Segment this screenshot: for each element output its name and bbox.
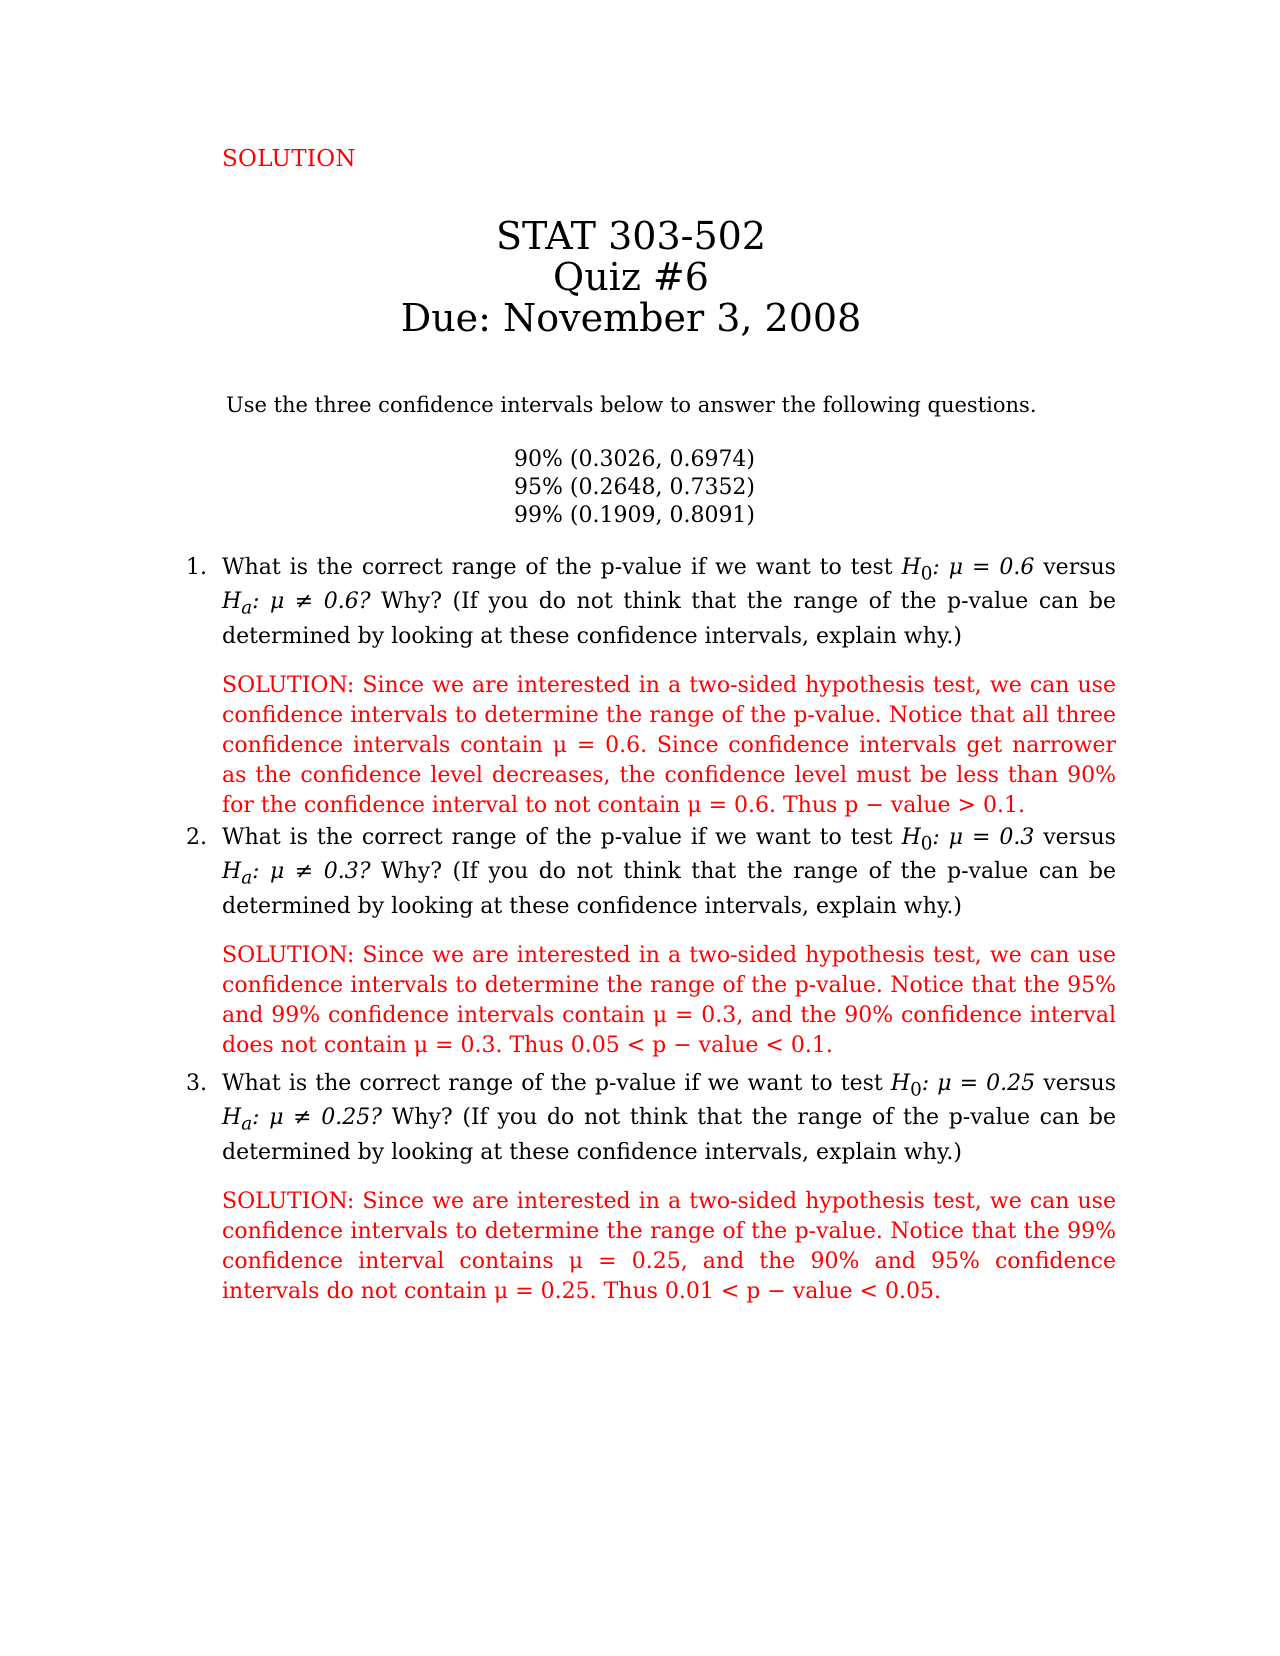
null-hypothesis-symbol: H [901,555,921,580]
solution-text: SOLUTION: Since we are interested in a two-sided hypothesis test, we can use confidence intervals to determine the range of the p-value. Notice that the 95% and 99% confidence intervals contain μ = 0.3, and the 90% confidence interval does not contain μ = 0.3. Thus 0.05 < p − value < 0.1. [222,942,1116,1058]
interval-range: (0.1909, 0.8091) [569,503,756,528]
alt-hypothesis: : μ ≠ 0.25? [252,1105,383,1131]
question-suffix: Why? (If you do not think that the range of the p-value can be determined by looking at these confidence intervals, explain why.) [222,589,1117,649]
null-hypothesis: : μ = 0.6 [932,555,1035,580]
interval-level: 99% [514,503,563,528]
null-hypothesis-subscript: 0 [920,563,933,585]
title-block [0,216,1262,339]
interval-range: (0.2648, 0.7352) [569,475,756,500]
null-hypothesis: : μ = 0.3 [932,825,1035,850]
versus-word: versus [1034,825,1116,850]
question-text [222,1070,1116,1167]
solution-text: SOLUTION: Since we are interested in a two-sided hypothesis test, we can use confidence intervals to determine the range of the p-value. Notice that the 99% confidence interval contains μ = 0.25, and the 90% and 95% confidence intervals do not contain μ = 0.25. Thus 0.01 < p − value < 0.05. [222,1188,1116,1304]
question-3 [186,1070,1116,1307]
interval-level: 90% [514,447,563,472]
null-hypothesis-symbol: H [890,1071,911,1096]
alt-hypothesis-symbol: H [222,1105,242,1131]
quiz-title: Quiz #6 [553,255,709,299]
question-prefix: What is the correct range of the p-value if we want to test [222,825,902,850]
solution-text: SOLUTION: Since we are interested in a two-sided hypothesis test, we can use confidence intervals to determine the range of the p-value. Notice that all three confidence intervals contain μ = 0.6. Since confidence intervals get narrower as the confidence level decreases, the confidence level must be less than 90% for the confidence interval to not contain μ = 0.6. Thus p − value > 0.1. [222,672,1116,818]
solution-tag: SOLUTION [222,146,356,172]
versus-word: versus [1035,1071,1116,1096]
question-text [222,824,1116,921]
interval-row [514,474,755,502]
alt-hypothesis-symbol: H [222,859,242,885]
question-2 [186,824,1116,1061]
question-text [222,554,1116,651]
versus-word: versus [1034,555,1116,580]
question-1 [186,554,1116,821]
due-date: Due: November 3, 2008 [400,296,862,340]
null-hypothesis-subscript: 0 [920,833,933,855]
question-number: 3. [186,1071,207,1096]
null-hypothesis-symbol: H [901,825,921,850]
interval-row [514,446,755,474]
alt-hypothesis-subscript: a [241,867,253,889]
course-title: STAT 303-502 [496,214,766,258]
alt-hypothesis-symbol: H [222,589,242,615]
question-prefix: What is the correct range of the p-value if we want to test [222,555,902,580]
question-prefix: What is the correct range of the p-value if we want to test [222,1071,891,1096]
alt-hypothesis: : μ ≠ 0.6? [252,589,371,615]
question-suffix: Why? (If you do not think that the range of the p-value can be determined by looking at these confidence intervals, explain why.) [222,859,1117,919]
alt-hypothesis: : μ ≠ 0.3? [252,859,371,885]
question-suffix: Why? (If you do not think that the range of the p-value can be determined by looking at these confidence intervals, explain why.) [222,1105,1117,1165]
alt-hypothesis-subscript: a [241,597,253,619]
question-number: 2. [186,825,207,850]
question-number: 1. [186,555,207,580]
intro-text: Use the three confidence intervals below to answer the following questions. [226,393,1037,417]
null-hypothesis-subscript: 0 [910,1079,922,1101]
interval-level: 95% [514,475,563,500]
interval-row [514,502,755,530]
null-hypothesis: : μ = 0.25 [921,1071,1036,1096]
confidence-intervals [514,446,755,530]
interval-range: (0.3026, 0.6974) [569,447,756,472]
alt-hypothesis-subscript: a [241,1113,253,1135]
